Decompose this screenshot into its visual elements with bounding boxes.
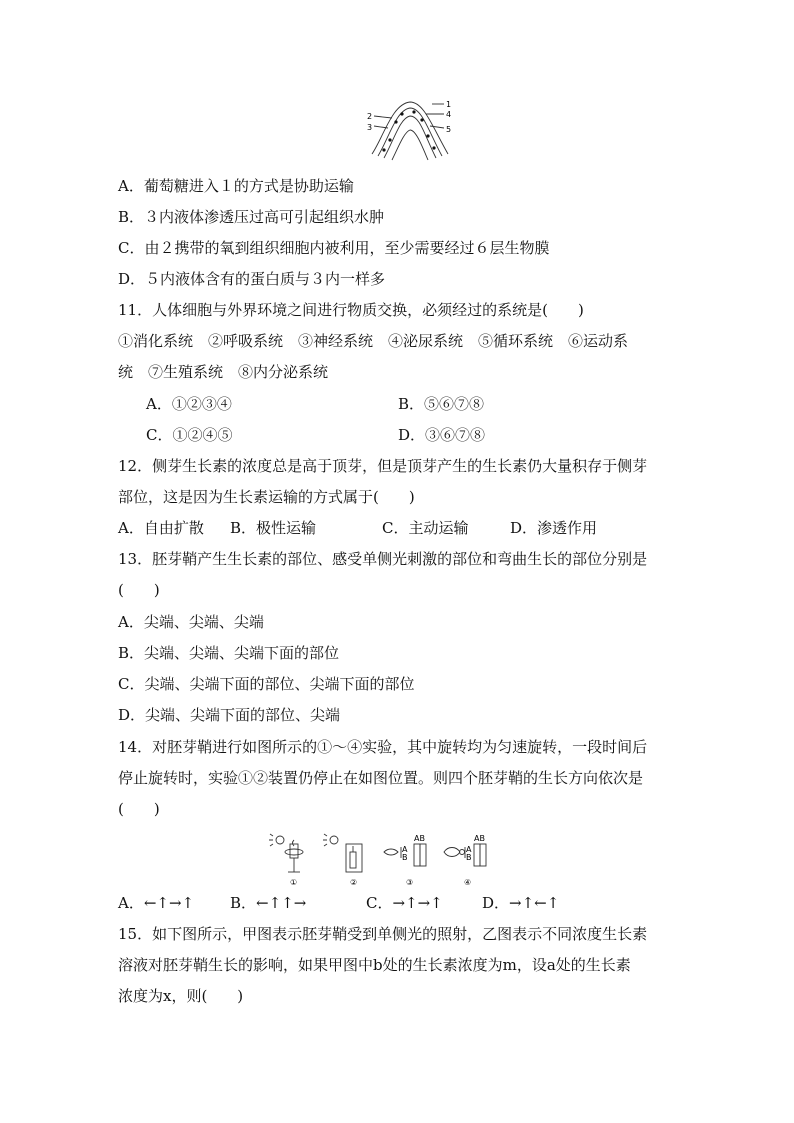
q15-line3: 浓度为x，则( ): [118, 987, 244, 1005]
q12-option-a: A．自由扩散: [118, 519, 204, 537]
q14-option-d: D．→↑←↑: [482, 894, 560, 912]
q12-stem-line2: 部位，这是因为生长素运输的方式属于( ): [118, 488, 415, 506]
q13-option-b: B．尖端、尖端、尖端下面的部位: [118, 644, 340, 662]
ab-label: AB: [474, 834, 485, 843]
fig1-label: 3: [367, 123, 373, 132]
fig1-label: 4: [446, 110, 452, 119]
q13-option-c: C．尖端、尖端下面的部位、尖端下面的部位: [118, 675, 415, 693]
a-label: A: [402, 845, 408, 854]
a-label: A: [466, 845, 472, 854]
q11-stem: 11．人体细胞与外界环境之间进行物质交换，必须经过的系统是( ): [118, 301, 584, 319]
capillary-inner-wall: [378, 108, 442, 156]
q13-option-a: A．尖端、尖端、尖端: [118, 613, 264, 631]
q15-line1: 15．如下图所示，甲图表示胚芽鞘受到单侧光的照射，乙图表示不同浓度生长素: [118, 925, 648, 943]
experiment-number: ③: [406, 878, 414, 887]
coleoptile-experiment-diagram: [268, 830, 498, 888]
q11-option-a: A．①②③④: [146, 395, 232, 413]
q12-option-c: C．主动运输: [382, 519, 469, 537]
b-label: B: [402, 853, 408, 862]
q13-stem-line2: ( ): [118, 581, 160, 599]
q10-option-d: D．５内液体含有的蛋白质与３内一样多: [118, 270, 386, 288]
q15-line2: 溶液对胚芽鞘生长的影响，如果甲图中b处的生长素浓度为m，设a处的生长素: [118, 956, 631, 974]
tissue-cell: [392, 130, 428, 160]
experiment-4: [444, 844, 486, 866]
q14-option-b: B．←↑↑→: [230, 894, 307, 912]
experiment-number: ①: [290, 878, 298, 887]
q14-option-a: A．←↑→↑: [118, 894, 195, 912]
q10-option-c: C．由２携带的氧到组织细胞内被利用，至少需要经过６层生物膜: [118, 239, 550, 257]
b-label: B: [466, 853, 472, 862]
fig1-label: 5: [446, 125, 452, 134]
q14-option-c: C．→↑→↑: [366, 894, 443, 912]
experiment-number: ②: [350, 878, 358, 887]
tissue-diagram: [362, 96, 462, 164]
q10-option-b: B．３内液体渗透压过高可引起组织水肿: [118, 208, 385, 226]
experiment-1: [269, 834, 303, 872]
q13-stem-line1: 13．胚芽鞘产生生长素的部位、感受单侧光刺激的部位和弯曲生长的部位分别是: [118, 550, 648, 568]
q12-stem-line1: 12．侧芽生长素的浓度总是高于顶芽，但是顶芽产生的生长素仍大量积存于侧芽: [118, 457, 648, 475]
q11-option-b: B．⑤⑥⑦⑧: [398, 395, 485, 413]
ab-label: AB: [414, 834, 425, 843]
experiment-2: [323, 834, 362, 872]
q10-option-a: A．葡萄糖进入１的方式是协助运输: [118, 177, 354, 195]
fig1-label: 1: [446, 100, 452, 109]
fig1-label: 2: [367, 112, 373, 121]
q11-list-line1: ①消化系统 ②呼吸系统 ③神经系统 ④泌尿系统 ⑤循环系统 ⑥运动系: [118, 332, 629, 350]
q11-option-c: C．①②④⑤: [146, 426, 233, 444]
q12-option-b: B．极性运输: [230, 519, 317, 537]
q13-option-d: D．尖端、尖端下面的部位、尖端: [118, 706, 341, 724]
experiment-number: ④: [464, 878, 472, 887]
q14-stem-line3: ( ): [118, 800, 160, 818]
q14-stem-line2: 停止旋转时，实验①②装置仍停止在如图位置。则四个胚芽鞘的生长方向依次是: [118, 769, 644, 787]
q11-list-line2: 统 ⑦生殖系统 ⑧内分泌系统: [118, 363, 329, 381]
q11-option-d: D．③⑥⑦⑧: [398, 426, 486, 444]
q14-stem-line1: 14．对胚芽鞘进行如图所示的①～④实验，其中旋转均为匀速旋转，一段时间后: [118, 738, 648, 756]
q12-option-d: D．渗透作用: [510, 519, 598, 537]
